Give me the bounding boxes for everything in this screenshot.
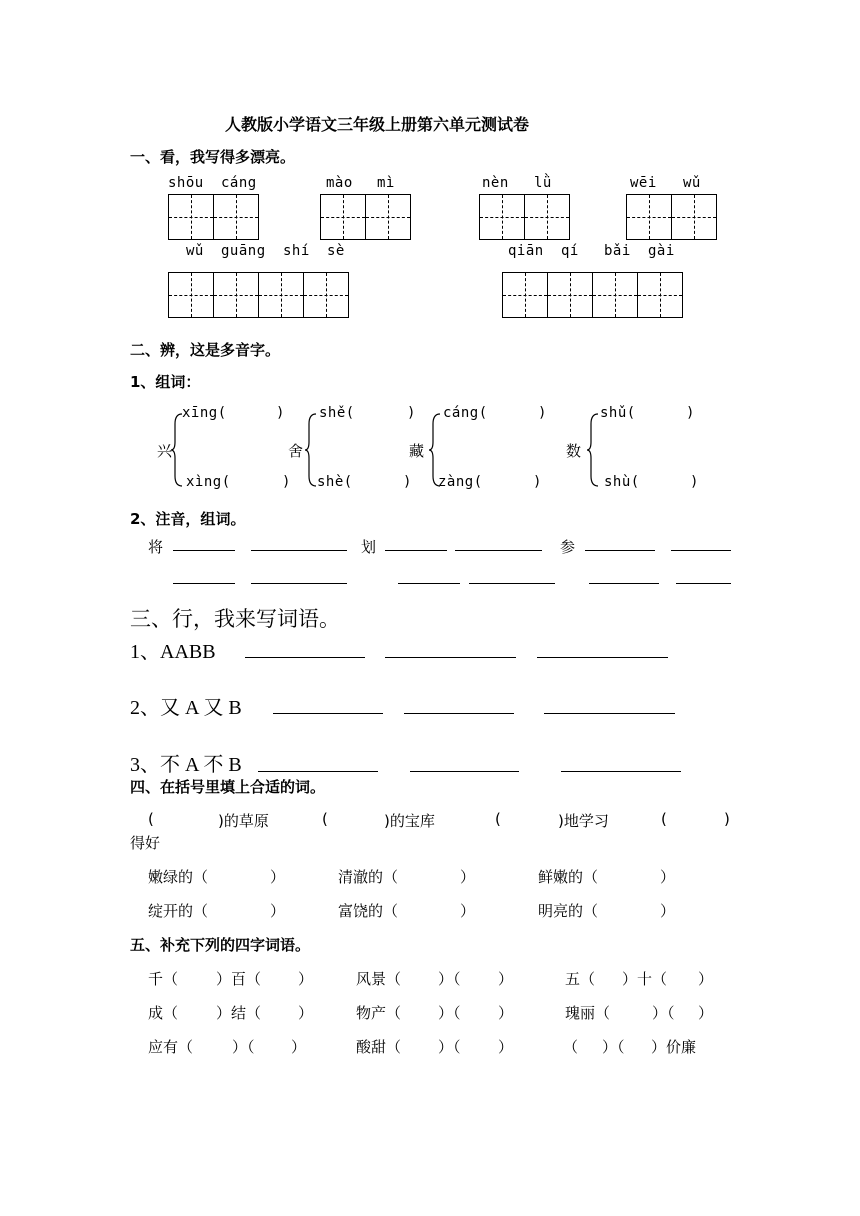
idiom-part: 成（ (148, 1004, 179, 1022)
pinyin: xīng( (182, 405, 227, 421)
fill-item: 鲜嫩的（ (538, 868, 599, 886)
idiom-part: ）（ (652, 1004, 675, 1022)
brace-icon (170, 412, 184, 488)
answer-line[interactable] (385, 550, 447, 551)
subheading: 2、注音，组词。 (130, 510, 246, 528)
pinyin: wǔ (683, 175, 701, 191)
pinyin: wēi (630, 175, 657, 191)
answer-line[interactable] (589, 583, 659, 584)
idiom-part: ）价廉 (651, 1038, 697, 1056)
answer-line[interactable] (173, 583, 235, 584)
char-label: 将 (148, 538, 164, 556)
idiom-part: ）结（ (216, 1004, 262, 1022)
idiom-part: 五（ (565, 970, 596, 988)
paren: ( (148, 810, 154, 828)
pinyin: mào (326, 175, 353, 191)
section-4-heading: 四、在括号里填上合适的词。 (130, 778, 326, 796)
fill-item: )的草原 (218, 812, 269, 830)
answer-line[interactable] (404, 713, 514, 714)
paren: ） (460, 902, 476, 920)
char-label: 参 (560, 538, 576, 556)
idiom-part: ）（ (438, 1038, 461, 1056)
idiom-part: 应有（ (148, 1038, 194, 1056)
writing-grid[interactable] (168, 272, 349, 318)
answer-line[interactable] (385, 657, 516, 658)
answer-line[interactable] (537, 657, 668, 658)
answer-line[interactable] (469, 583, 555, 584)
pinyin: qiān (508, 243, 544, 259)
section-1-heading: 一、看，我写得多漂亮。 (130, 148, 296, 166)
answer-line[interactable] (173, 550, 235, 551)
writing-grid[interactable] (320, 194, 411, 240)
idiom-part: ） (698, 970, 714, 988)
close-paren: ) (276, 405, 285, 421)
idiom-part: ）（ (438, 1004, 461, 1022)
idiom-part: 瑰丽（ (565, 1004, 611, 1022)
idiom-part: ） (298, 1004, 314, 1022)
paren: ( (661, 810, 667, 828)
idiom-part: ） (291, 1038, 307, 1056)
answer-line[interactable] (561, 771, 681, 772)
answer-line[interactable] (398, 583, 460, 584)
writing-grid[interactable] (168, 194, 259, 240)
writing-grid[interactable] (479, 194, 570, 240)
idiom-part: 千（ (148, 970, 179, 988)
section-3-heading: 三、行，我来写词语。 (130, 607, 340, 631)
close-paren: ) (686, 405, 695, 421)
answer-line[interactable] (676, 583, 731, 584)
idiom-part: ） (698, 1004, 714, 1022)
pinyin: zàng( (438, 474, 483, 490)
writing-grid[interactable] (502, 272, 683, 318)
writing-grid[interactable] (626, 194, 717, 240)
idiom-part: ） (498, 1038, 514, 1056)
polyphone-char: 数 (566, 442, 582, 460)
paren: ( (495, 810, 501, 828)
pinyin: qí (561, 243, 579, 259)
answer-line[interactable] (251, 550, 347, 551)
pinyin: mì (377, 175, 395, 191)
pinyin: nèn (482, 175, 509, 191)
pinyin: cáng( (443, 405, 488, 421)
section-2-heading: 二、辨，这是多音字。 (130, 341, 281, 359)
pinyin: shù( (604, 474, 640, 490)
answer-line[interactable] (455, 550, 542, 551)
brace-icon (304, 412, 318, 488)
answer-line[interactable] (258, 771, 378, 772)
fill-item: )的宝库 (384, 812, 435, 830)
pinyin: guāng (221, 243, 266, 259)
answer-line[interactable] (544, 713, 675, 714)
fill-item: 嫩绿的（ (148, 868, 209, 886)
pinyin: shě( (319, 405, 355, 421)
idiom-part: （ (563, 1038, 579, 1056)
paren: ) (724, 810, 730, 828)
answer-line[interactable] (273, 713, 383, 714)
idiom-part: ） (498, 1004, 514, 1022)
pinyin: wǔ (186, 243, 204, 259)
paren: ） (660, 902, 676, 920)
idiom-part: ）（ (438, 970, 461, 988)
close-paren: ) (282, 474, 291, 490)
idiom-part: ） (298, 970, 314, 988)
polyphone-char: 藏 (409, 442, 425, 460)
pinyin: lǜ (534, 175, 552, 191)
pattern-label: 1、AABB (130, 641, 216, 663)
idiom-part: ）百（ (216, 970, 262, 988)
page-title: 人教版小学语文三年级上册第六单元测试卷 (225, 115, 530, 134)
pinyin: sè (327, 243, 345, 259)
paren: ( (322, 810, 328, 828)
paren: ） (460, 868, 476, 886)
pinyin: shè( (317, 474, 353, 490)
pinyin: shōu (168, 175, 204, 191)
pattern-label: 3、不 A 不 B (130, 754, 242, 776)
section-5-heading: 五、补充下列的四字词语。 (130, 936, 311, 954)
idiom-part: 物产（ (356, 1004, 402, 1022)
pinyin: shǔ( (600, 405, 636, 421)
pinyin: gài (648, 243, 675, 259)
idiom-part: ） (498, 970, 514, 988)
close-paren: ) (538, 405, 547, 421)
answer-line[interactable] (585, 550, 655, 551)
answer-line[interactable] (251, 583, 347, 584)
fill-item: 明亮的（ (538, 902, 599, 920)
fill-item: 清澈的（ (338, 868, 399, 886)
answer-line[interactable] (410, 771, 519, 772)
pinyin: shí (283, 243, 310, 259)
idiom-part: 风景（ (356, 970, 402, 988)
idiom-part: ）十（ (622, 970, 668, 988)
pinyin: cáng (221, 175, 257, 191)
brace-icon (586, 412, 600, 488)
polyphone-char: 兴 (157, 442, 173, 460)
idiom-part: ）（ (602, 1038, 625, 1056)
paren: ） (270, 902, 286, 920)
idiom-part: 酸甜（ (356, 1038, 402, 1056)
idiom-part: ）（ (232, 1038, 255, 1056)
char-label: 划 (361, 538, 377, 556)
fill-item: 得好 (130, 834, 161, 852)
subheading: 1、组词： (130, 373, 201, 391)
close-paren: ) (403, 474, 412, 490)
answer-line[interactable] (245, 657, 365, 658)
fill-item: )地学习 (558, 812, 609, 830)
paren: ） (270, 868, 286, 886)
pinyin: bǎi (604, 243, 631, 259)
paren: ） (660, 868, 676, 886)
pinyin: xìng( (186, 474, 231, 490)
close-paren: ) (407, 405, 416, 421)
fill-item: 绽开的（ (148, 902, 209, 920)
close-paren: ) (533, 474, 542, 490)
pattern-label: 2、又 A 又 B (130, 697, 242, 719)
answer-line[interactable] (671, 550, 731, 551)
close-paren: ) (690, 474, 699, 490)
polyphone-char: 舍 (288, 442, 304, 460)
fill-item: 富饶的（ (338, 902, 399, 920)
